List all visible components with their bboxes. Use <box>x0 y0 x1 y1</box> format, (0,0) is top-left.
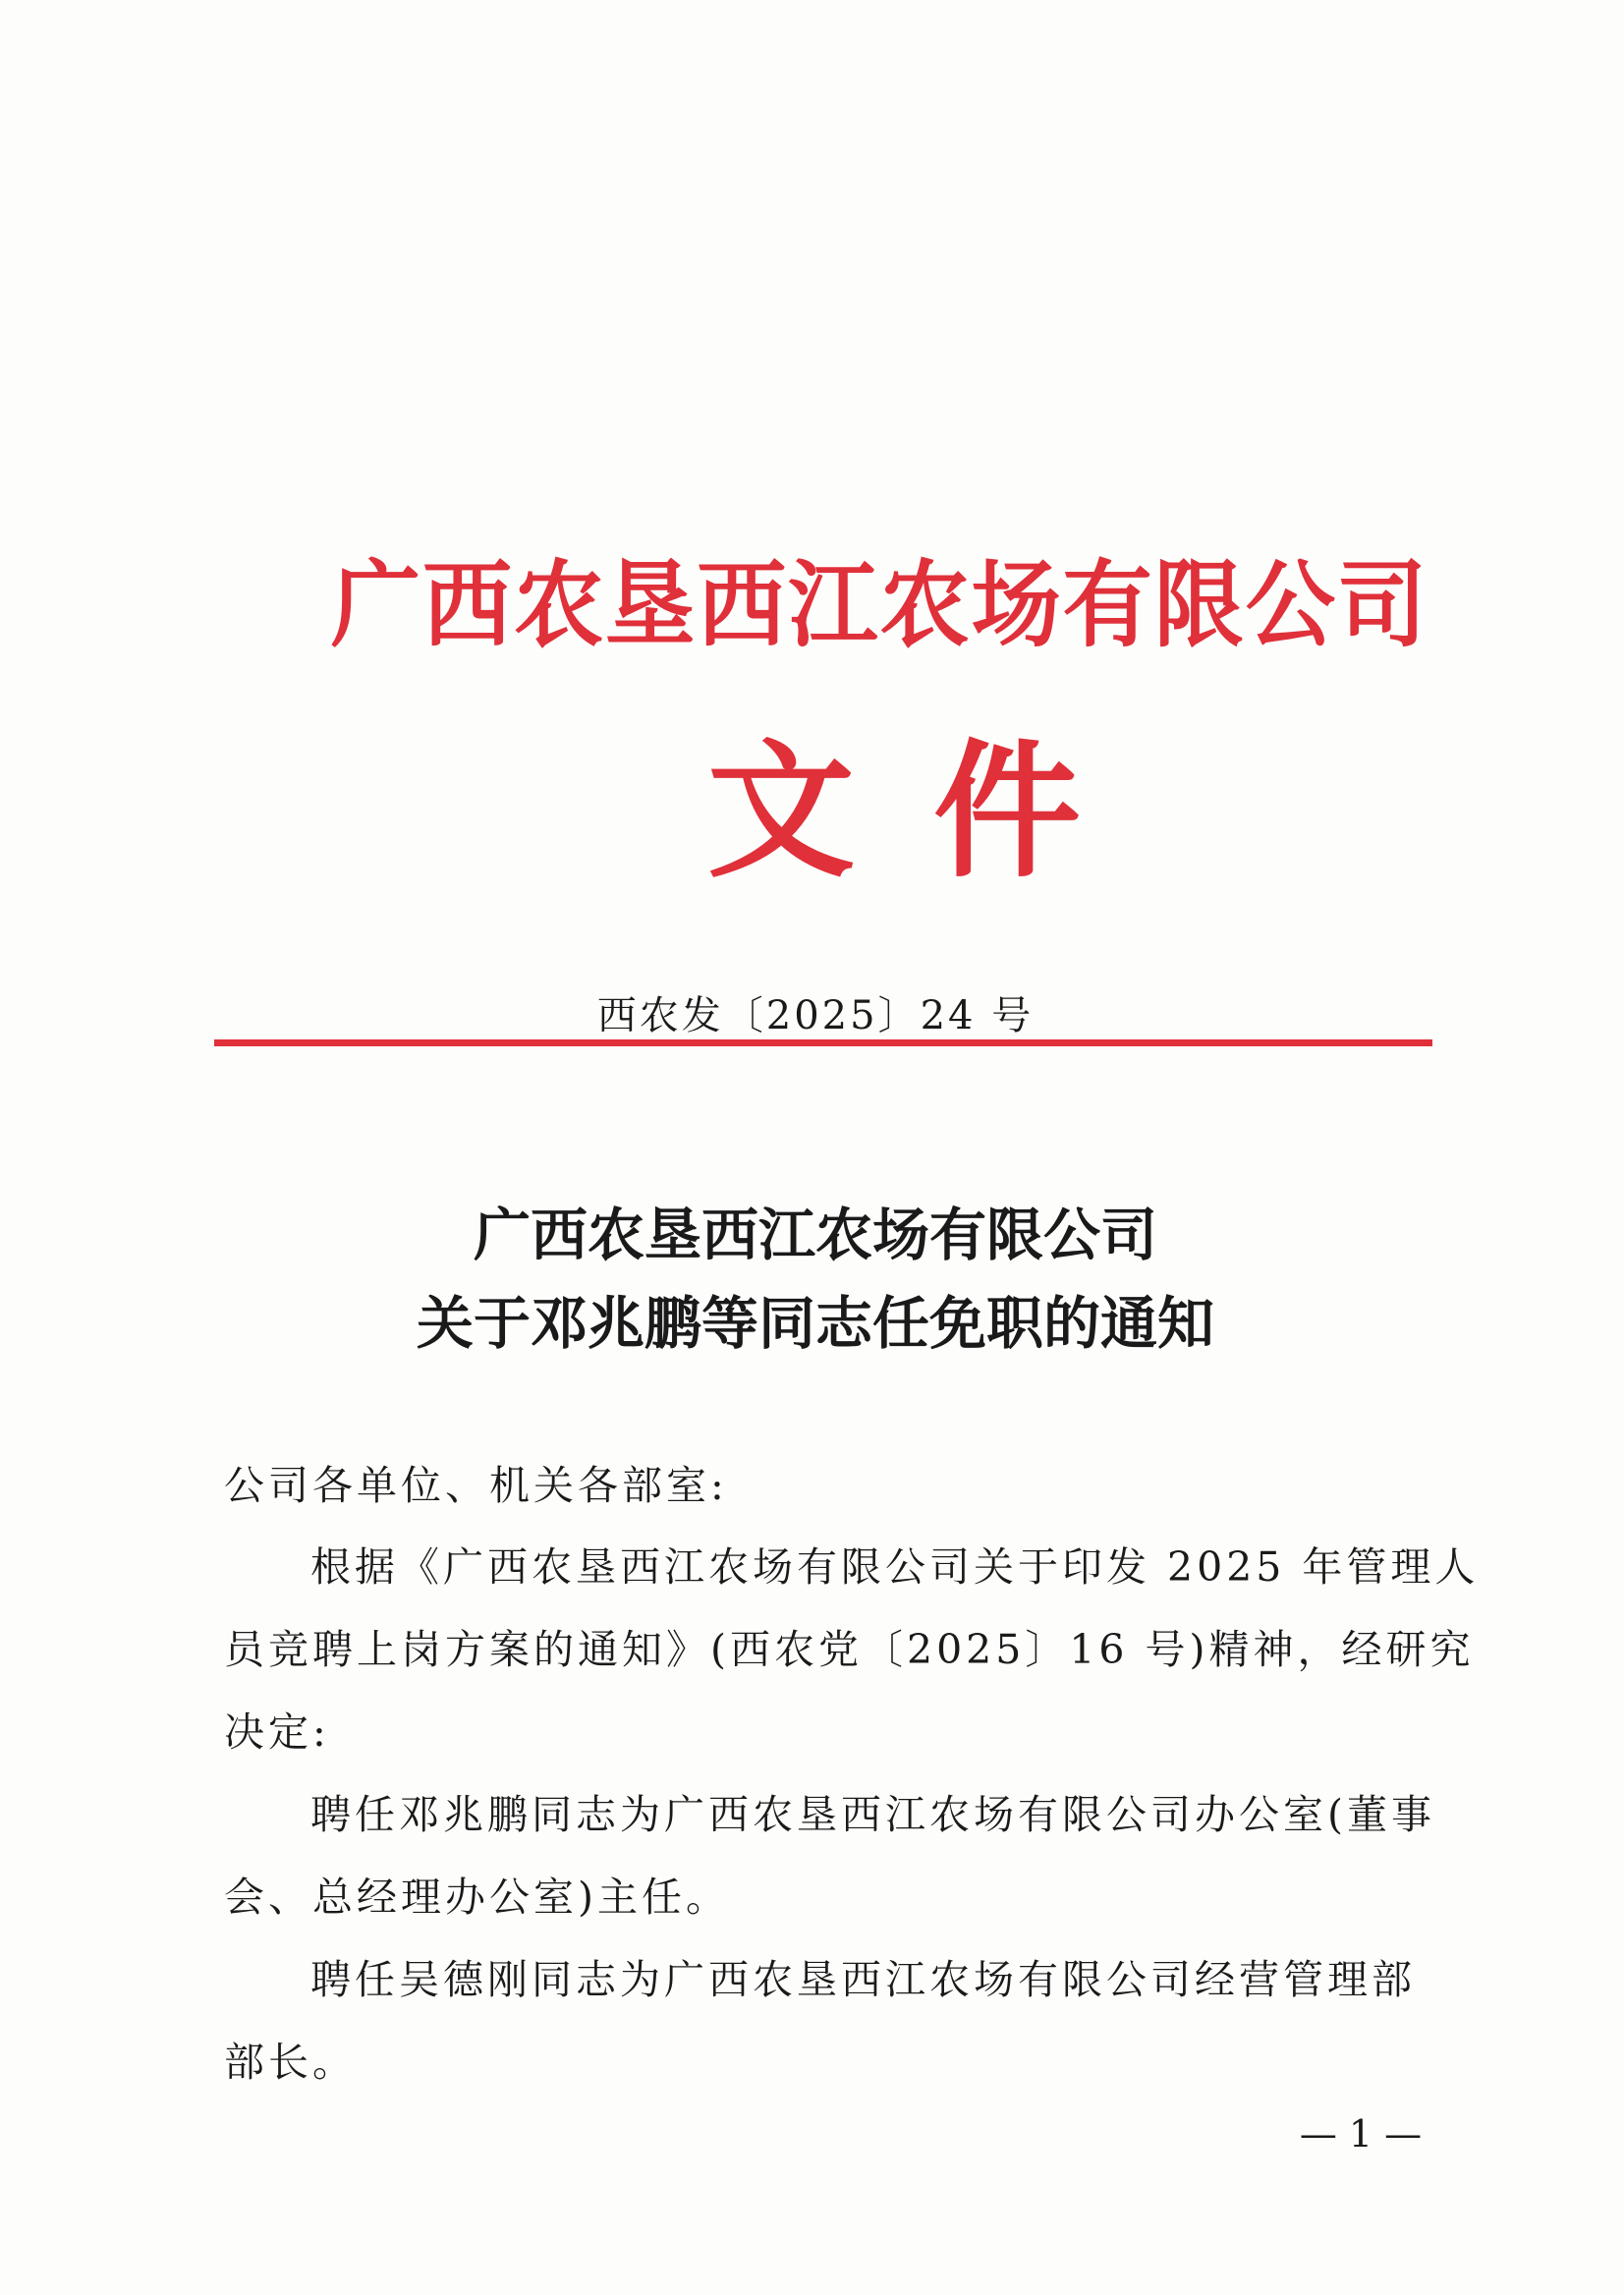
body-line: 决定: <box>224 1708 330 1756</box>
page-number: — 1 — <box>1299 2112 1423 2155</box>
document-number: 西农发〔2025〕24 号 <box>596 993 1035 1038</box>
issuing-organization-header: 广西农垦西江农场有限公司 <box>330 549 1428 660</box>
salutation: 公司各单位、机关各部室: <box>224 1462 728 1509</box>
notice-title-line-1: 广西农垦西江农场有限公司 <box>473 1202 1157 1268</box>
body-line: 根据《广西农垦西江农场有限公司关于印发 2025 年管理人 <box>310 1543 1480 1591</box>
body-line: 部长。 <box>224 2039 357 2086</box>
document-type-heading: 文件 <box>707 725 1160 898</box>
body-line: 会、总经理办公室)主任。 <box>224 1874 730 1921</box>
body-line: 员竞聘上岗方案的通知》(西农党〔2025〕16 号)精神，经研究 <box>224 1626 1475 1673</box>
notice-title-line-2: 关于邓兆鹏等同志任免职的通知 <box>416 1290 1214 1357</box>
body-line: 聘任邓兆鹏同志为广西农垦西江农场有限公司办公室(董事 <box>310 1791 1435 1838</box>
body-line: 聘任吴德刚同志为广西农垦西江农场有限公司经营管理部 <box>310 1956 1416 2003</box>
red-divider-line <box>214 1039 1432 1046</box>
